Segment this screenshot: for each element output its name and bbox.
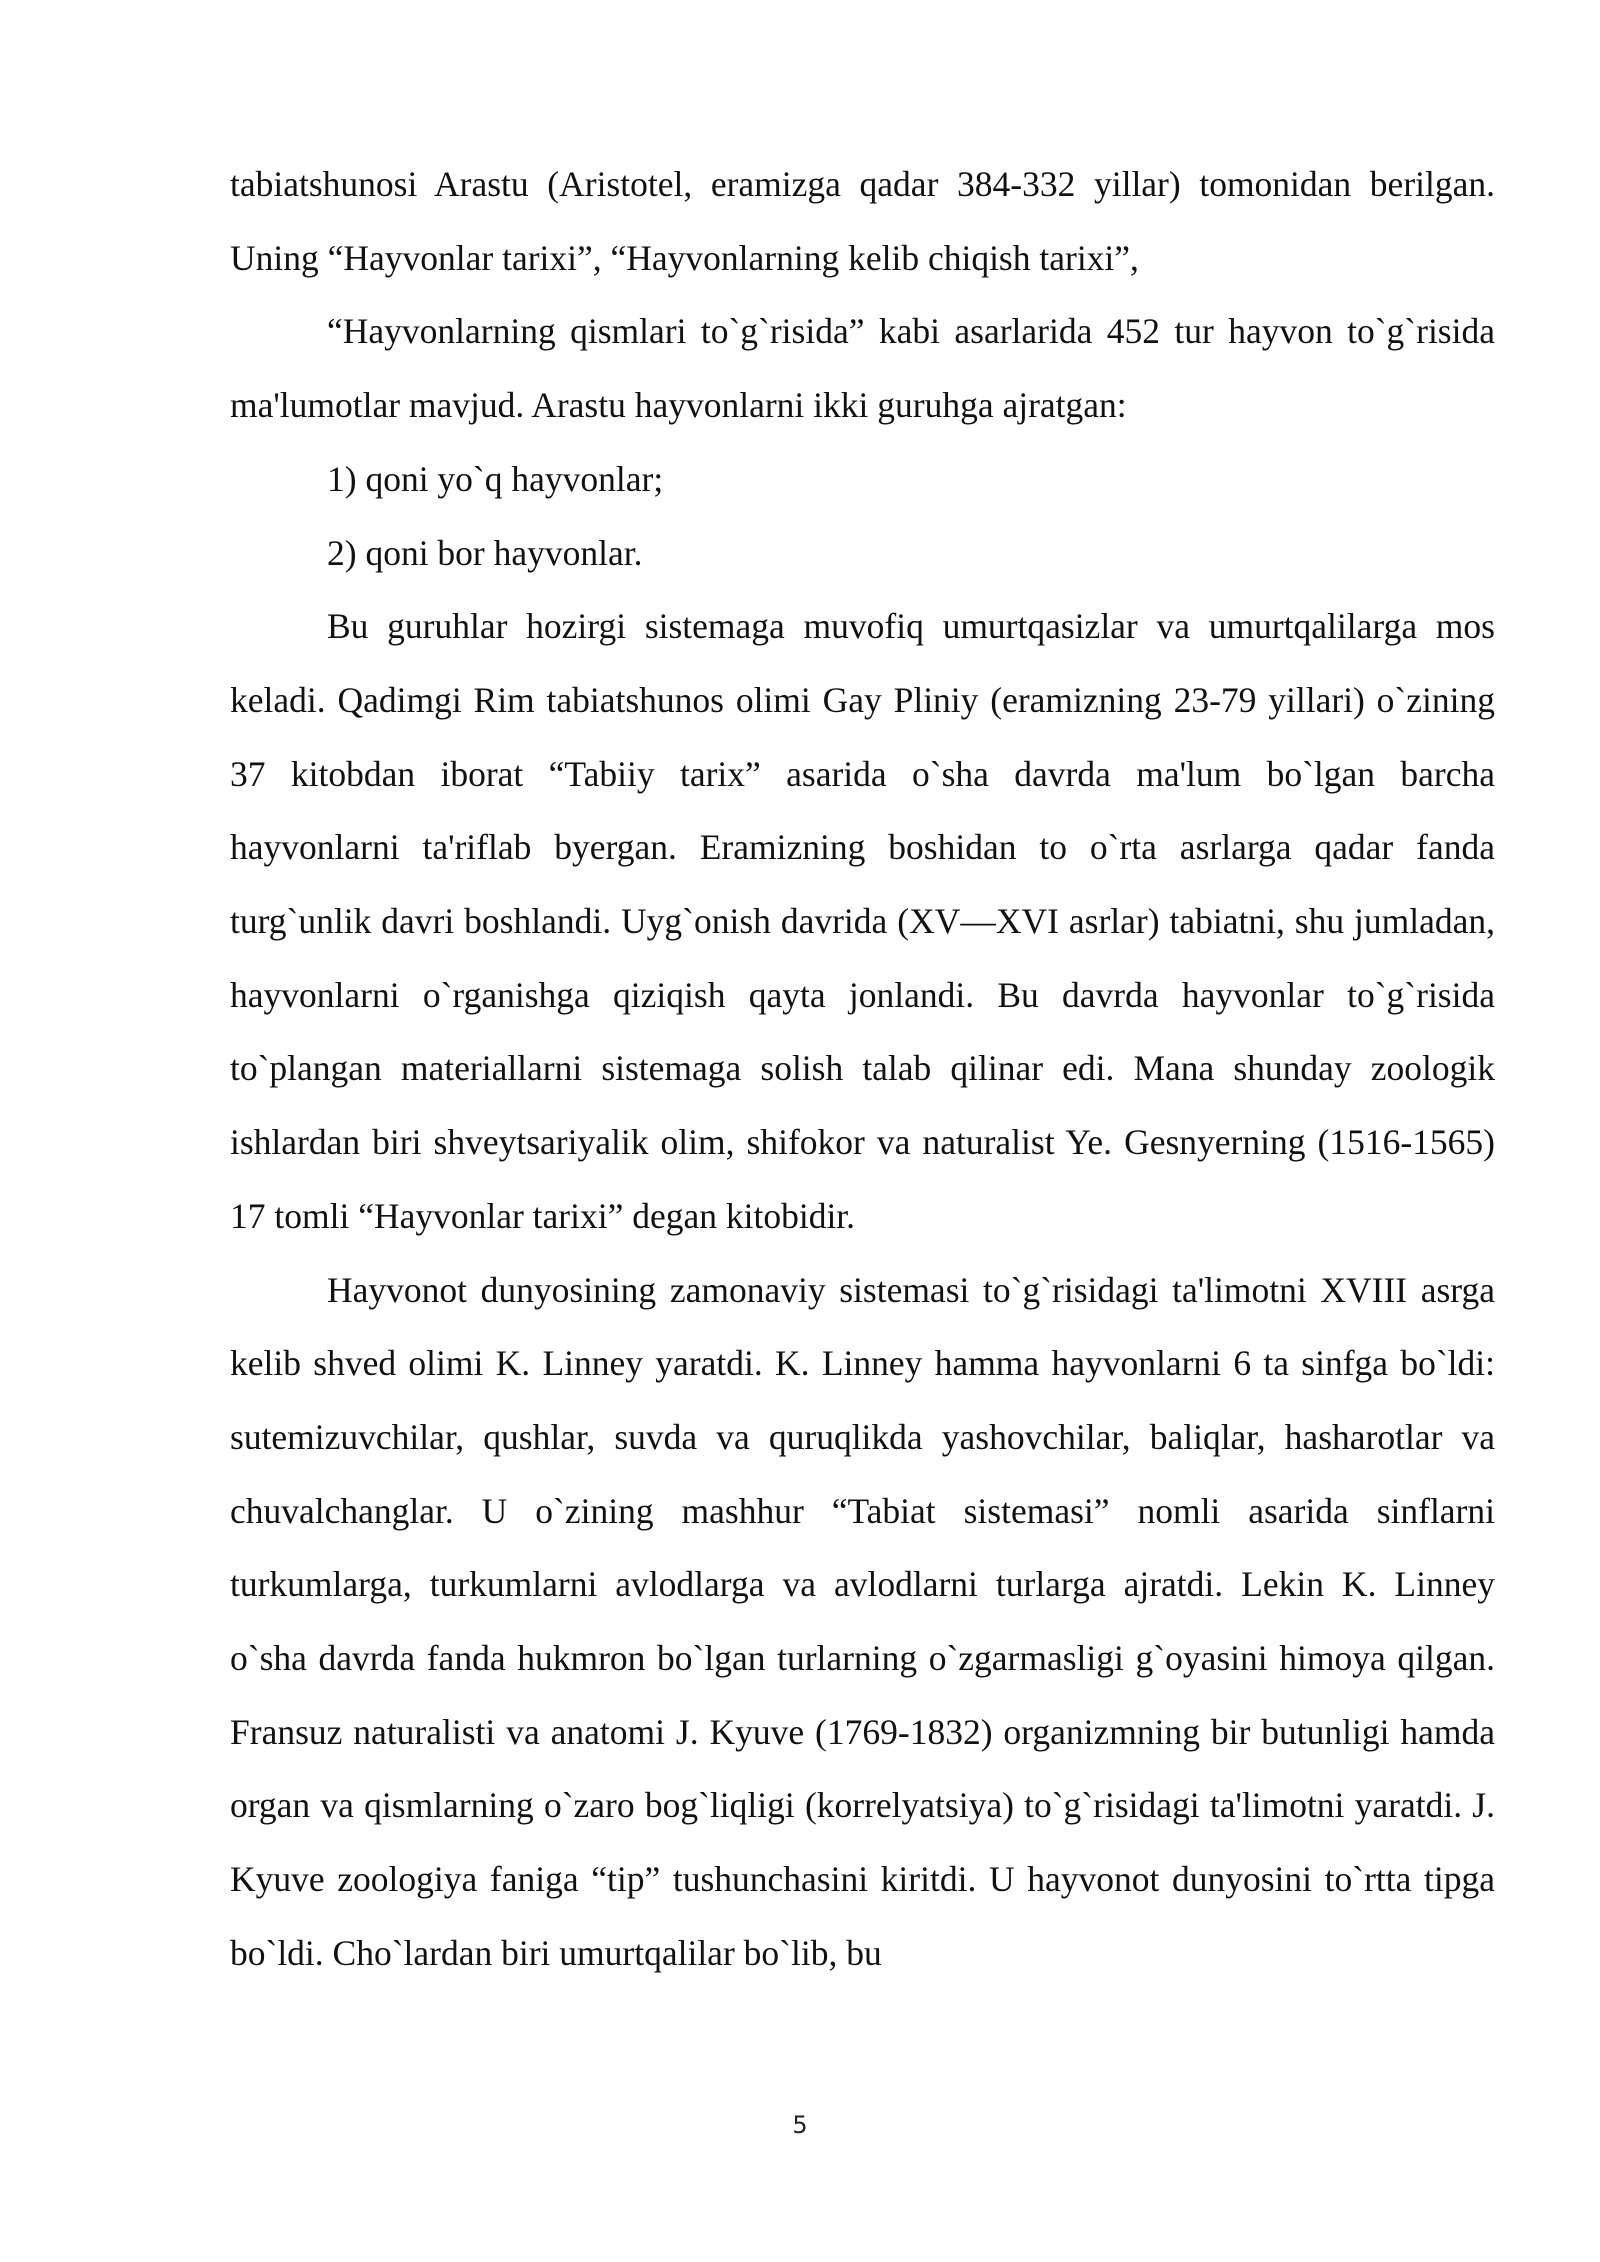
paragraph-arastu-works: “Hayvonlarning qismlari to`g`risida” kabi asarlarida 452 tur hayvon to`g`risida ma'lumotlar mavjud. Arastu hayvonlarni ikki guruhga ajratgan: bbox=[230, 311, 1495, 426]
page-number: 5 bbox=[792, 2111, 808, 2139]
paragraph-pliniy-gesner: Bu guruhlar hozirgi sistemaga muvofiq umurtqasizlar va umurtqalilarga mos keladi. Qadimgi Rim tabiatshunos olimi Gay Pliniy (eramizning 23-79 yillari) o`zining 37 kitobdan iborat “Tabiiy tarix” asarida o`sha davrda ma'lum bo`lgan barcha hayvonlarni ta'riflab byergan. Eramizning boshidan to o`rta asrlarga qadar fanda turg`unlik davri boshlandi. Uyg`onish davrida (XV—XVI asrlar) tabiatni, shu jumladan, hayvonlarni o`rganishga qiziqish qayta jonlandi. Bu davrda hayvonlar to`g`risida to`plangan materiallarni sistemaga solish talab qilinar edi. Mana shunday zoologik ishlardan biri shveytsariyalik olim, shifokor va naturalist Ye. Gesnyerning (1516-1565) 17 tomli “Hayvonlar tarixi” degan kitobidir. bbox=[230, 606, 1495, 1236]
list-item-blooded-animals: 2) qoni bor hayvonlar. bbox=[327, 532, 643, 573]
paragraph-linney-kyuve: Hayvonot dunyosining zamonaviy sistemasi to`g`risidagi ta'limotni XVIII asrga kelib shved olimi K. Linney yaratdi. K. Linney hamma hayvonlarni 6 ta sinfga bo`ldi: sutemizuvchilar, qushlar, suvda va quruqlikda yashovchilar, baliqlar, hasharotlar va chuvalchanglar. U o`zining mashhur “Tabiat sistemasi” nomli asarida sinflarni turkumlarga, turkumlarni avlodlarga va avlodlarni turlarga ajratdi. Lekin K. Linney o`sha davrda fanda hukmron bo`lgan turlarning o`zgarmasligi g`oyasini himoya qilgan. Fransuz naturalisti va anatomi J. Kyuve (1769-1832) organizmning bir butunligi hamda organ va qismlarning o`zaro bog`liqligi (korrelyatsiya) to`g`risidagi ta'limotni yaratdi. J. Kyuve zoologiya faniga “tip” tushunchasini kiritdi. U hayvonot dunyosini to`rtta tipga bo`ldi. Cho`lardan biri umurtqalilar bo`lib, bu bbox=[230, 1269, 1495, 1973]
body-text bbox=[230, 148, 1495, 1991]
paragraph-continuation: tabiatshunosi Arastu (Aristotel, eramizga qadar 384-332 yillar) tomonidan berilgan. Uning “Hayvonlar tarixi”, “Hayvonlarning kelib chiqish tarixi”, bbox=[230, 164, 1495, 278]
list-item-bloodless-animals: 1) qoni yo`q hayvonlar; bbox=[327, 458, 664, 499]
